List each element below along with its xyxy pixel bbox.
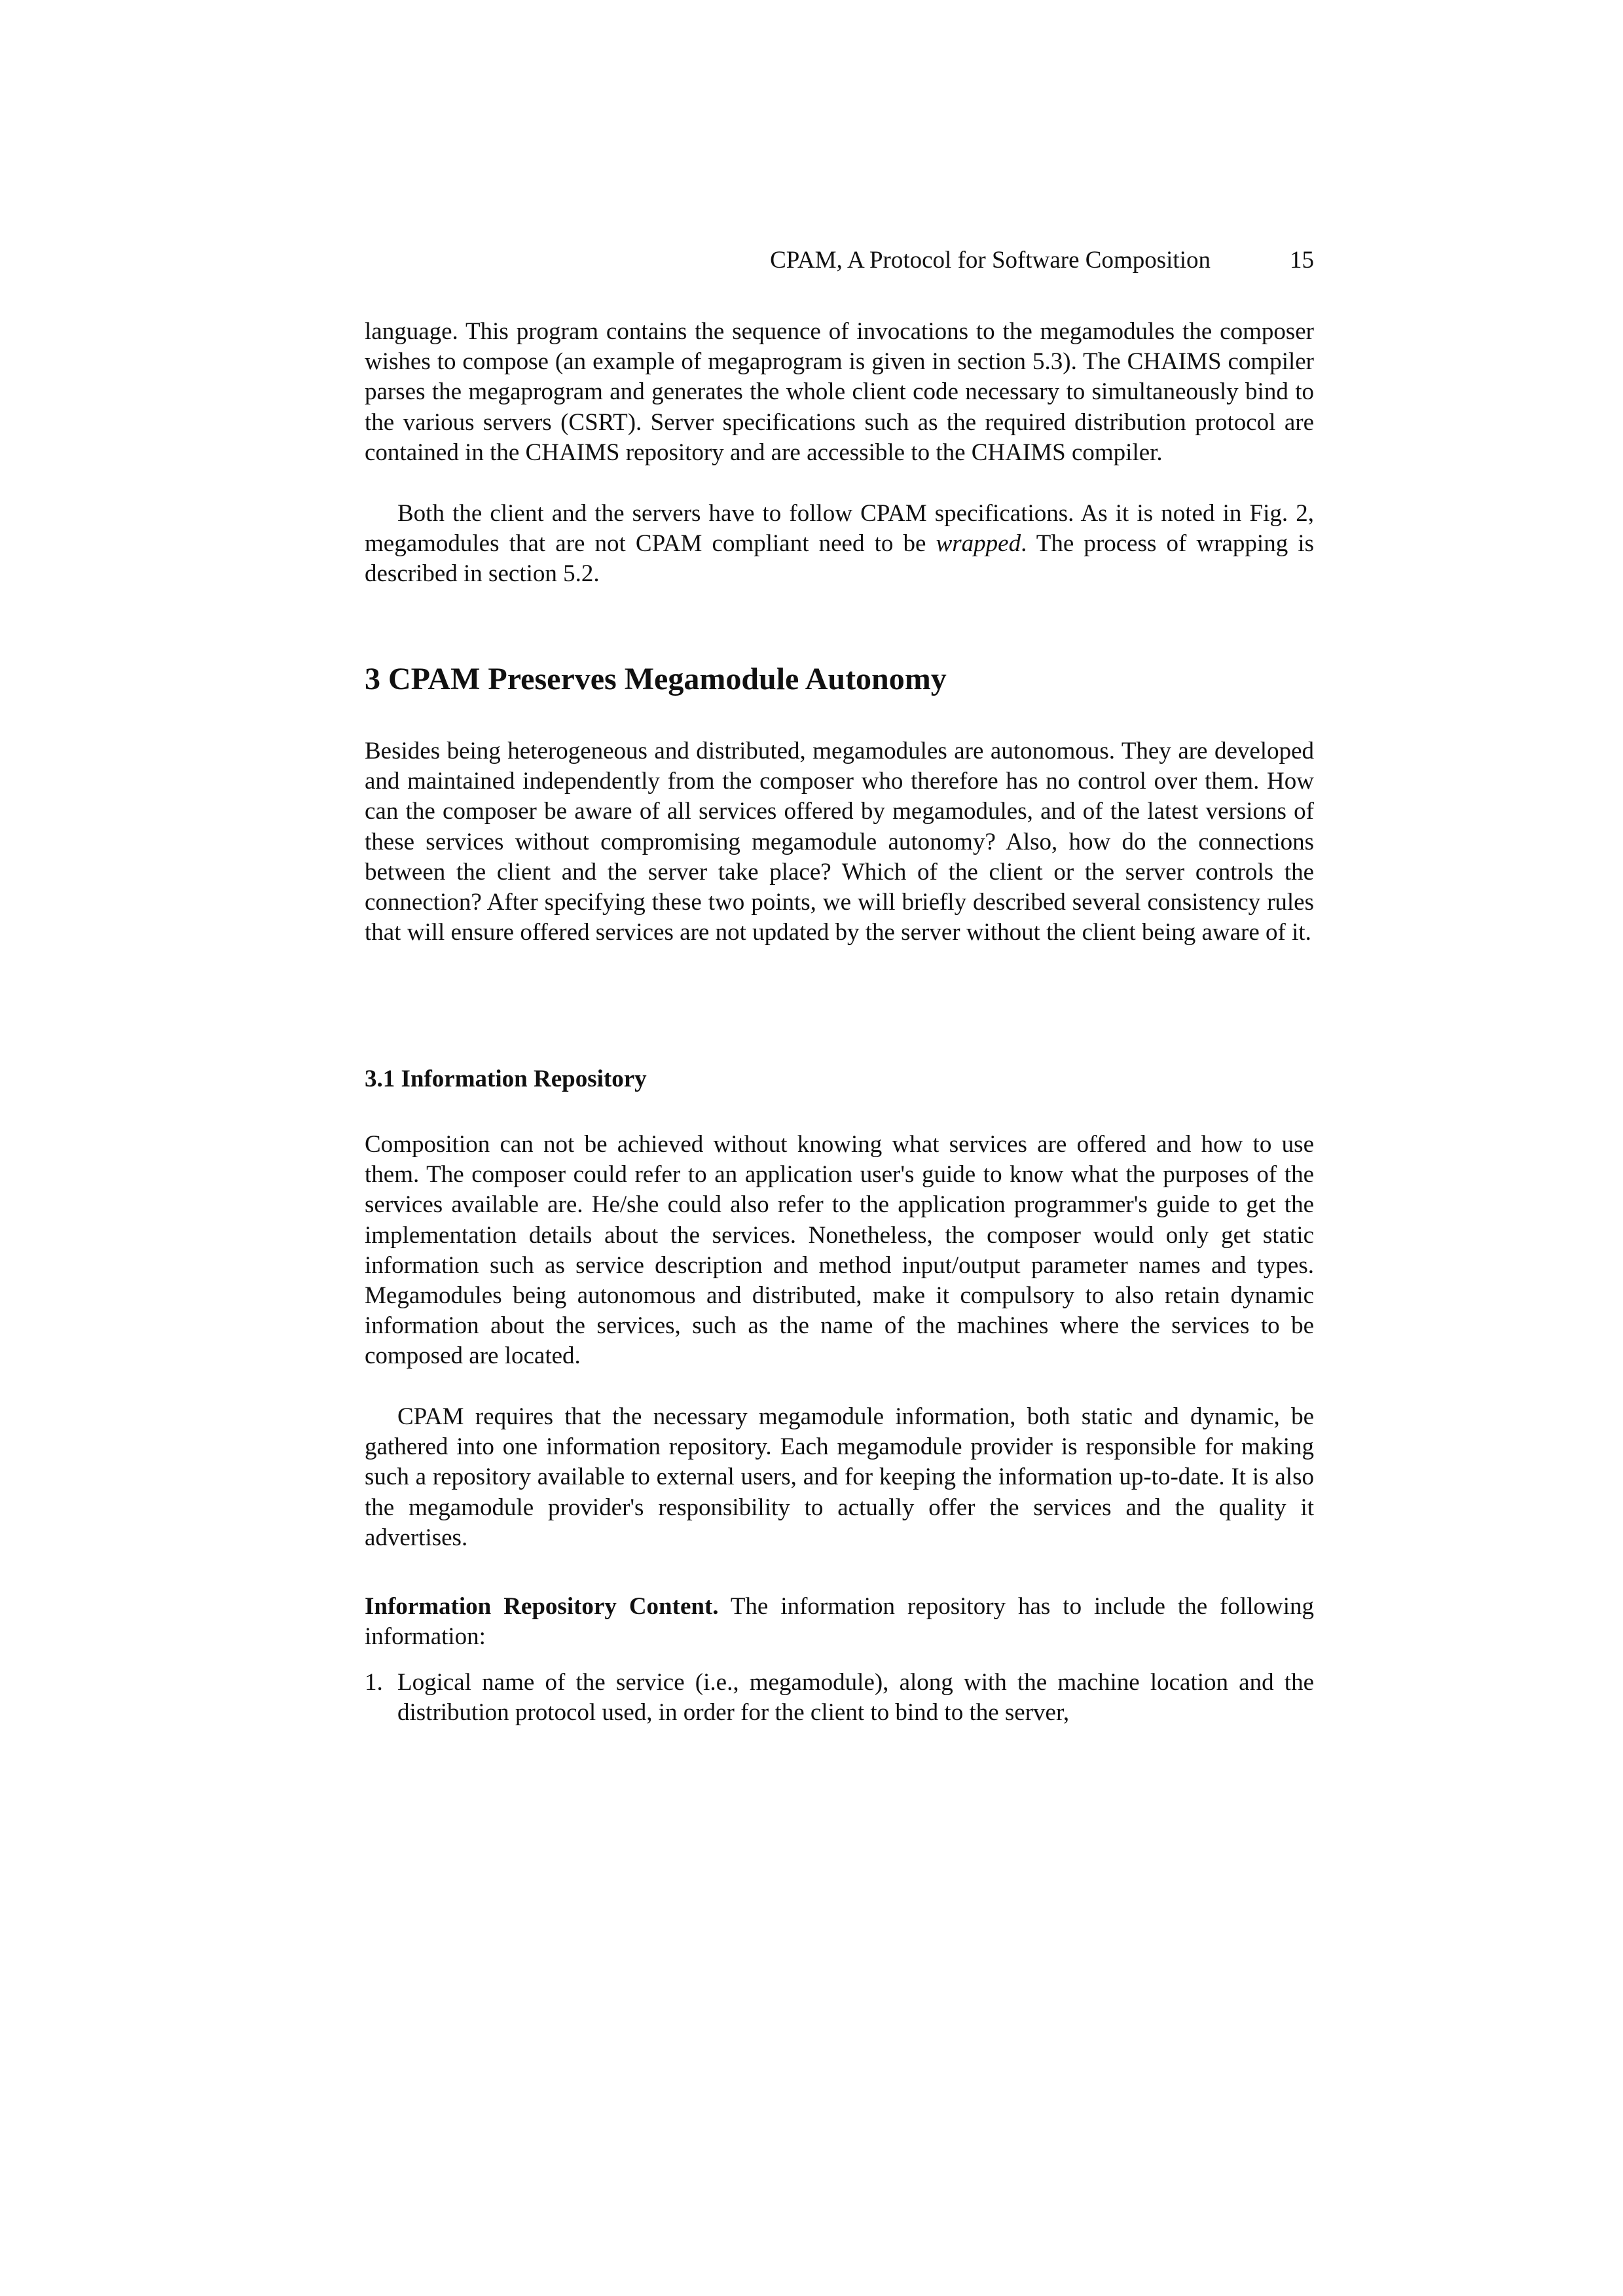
repository-content-block xyxy=(365,1592,1314,1652)
running-header xyxy=(365,244,1314,277)
page-number: 15 xyxy=(1290,247,1314,274)
list-item-text: Logical name of the service (i.e., megamodule), along with the machine location and the distribution protocol used, in order for the client to bind to the server, xyxy=(397,1669,1314,1727)
list-item xyxy=(365,1668,1314,1728)
running-title: CPAM, A Protocol for Software Composition xyxy=(770,247,1211,274)
section-3-paragraph-1: Besides being heterogeneous and distributed, megamodules are autonomous. They are developed and maintained independently from the composer who therefore has no control over them. How can the composer be aware of all services offered by megamodules, and of the latest versions of these services without compromising megamodule autonomy? Also, how do the connections between the client and the server take place? Which of the client or the server controls the connection? After specifying these two points, we will briefly described several consistency rules that will ensure offered services are not updated by the server without the client being aware of it. xyxy=(365,738,1314,946)
repository-content-intro: The information repository has to include the following information: xyxy=(365,1593,1314,1651)
wrapped-emphasis: wrapped xyxy=(936,530,1021,558)
section-3-paragraph-block xyxy=(365,736,1314,948)
subsection-paragraph-2-block xyxy=(365,1402,1314,1553)
numbered-list-block xyxy=(365,1668,1314,1728)
intro-paragraph-1-block xyxy=(365,317,1314,468)
run-in-heading: Information Repository Content. xyxy=(365,1593,719,1620)
intro-paragraph-2-text-before: Both the client and the servers have to follow CPAM specifications. As it is noted in Fig. 2, megamodules that are not CPAM compliant need to be xyxy=(365,500,1314,558)
section-heading: 3 CPAM Preserves Megamodule Autonomy xyxy=(365,662,947,696)
subsection-paragraph-1-block xyxy=(365,1130,1314,1372)
section-3-heading-block xyxy=(365,660,1314,699)
subsection-heading-block xyxy=(365,1064,1314,1094)
subsection-heading: 3.1 Information Repository xyxy=(365,1066,647,1092)
intro-paragraph-2-text-after: . The process of wrapping is described in section 5.2. xyxy=(365,530,1314,588)
repository-content-paragraph xyxy=(365,1592,1314,1652)
subsection-paragraph-1: Composition can not be achieved without knowing what services are offered and how to use them. The composer could refer to an application user's guide to know what the purposes of the services available are. He/she could also refer to the application programmer's guide to get the implementation details about the services. Nonetheless, the composer would only get static information such as service description and method input/output parameter names and types. Megamodules being autonomous and distributed, make it compulsory to also retain dynamic information about the services, such as the name of the machines where the services to be composed are located. xyxy=(365,1131,1314,1370)
intro-paragraph-2-block xyxy=(365,499,1314,590)
intro-paragraph-1: language. This program contains the sequence of invocations to the megamodules the composer wishes to compose (an example of megaprogram is given in section 5.3). The CHAIMS compiler parses the megaprogram and generates the whole client code necessary to simultaneously bind to the various servers (CSRT). Server specifications such as the required distribution protocol are contained in the CHAIMS repository and are accessible to the CHAIMS compiler. xyxy=(365,318,1314,466)
numbered-list xyxy=(365,1668,1314,1728)
subsection-paragraph-2: CPAM requires that the necessary megamodule information, both static and dynamic, be gathered into one information repository. Each megamodule provider is responsible for making such a repository available to external users, and for keeping the information up-to-date. It is also the megamodule provider's responsibility to actually offer the services and the quality it advertises. xyxy=(365,1403,1314,1551)
list-item-number: 1. xyxy=(365,1669,383,1696)
intro-paragraph-2 xyxy=(365,499,1314,590)
